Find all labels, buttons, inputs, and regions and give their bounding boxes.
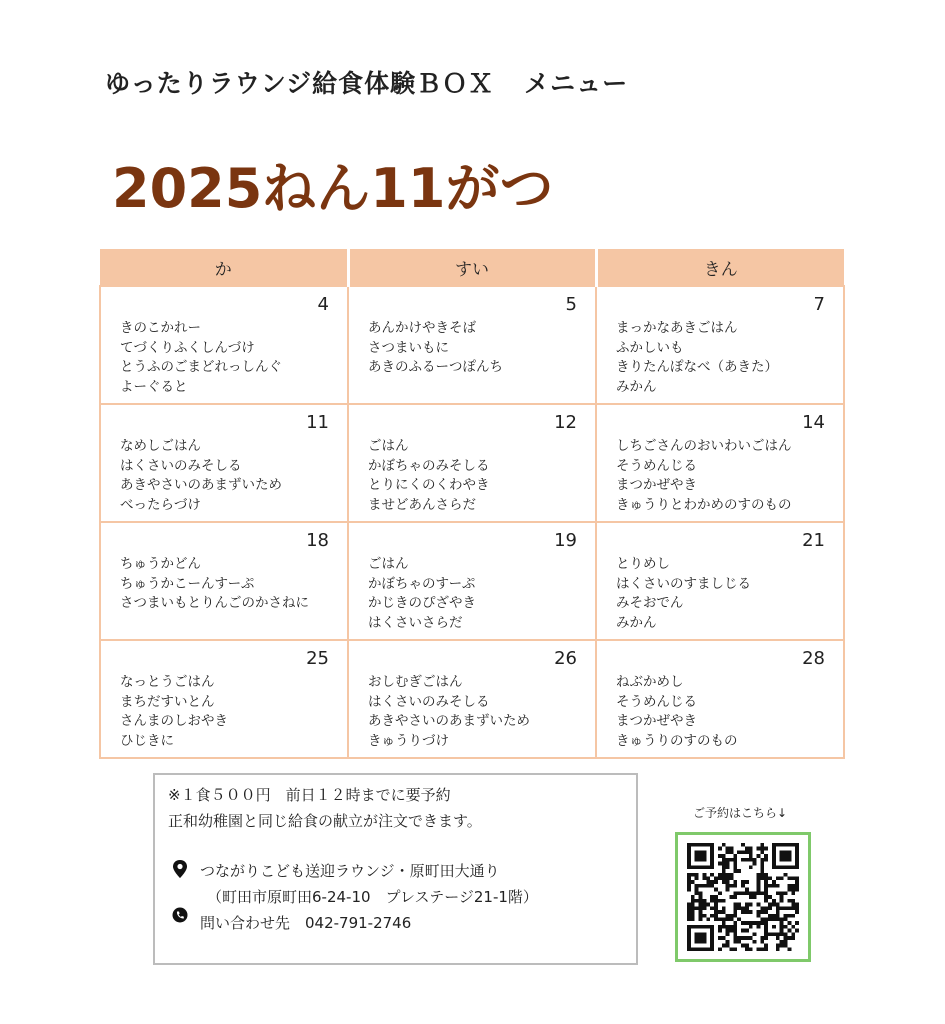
weekday-header-row [100,249,844,286]
calendar-week-row [100,640,844,758]
menu-item: よーぐると [120,379,188,396]
menu-subtitle [105,64,628,100]
phone-icon [172,907,188,925]
menu-day-cell [100,286,348,404]
day-number: 28 [802,648,825,669]
menu-day-cell [596,404,844,522]
qr-code-icon [687,843,799,951]
menu-day-cell [348,640,596,758]
menu-item: あきやさいのあまずいため [120,477,282,494]
subtitle-main: ゆったりラウンジ給食体験ＢＯＸ [105,69,495,98]
menu-item: ふかしいも [616,339,684,356]
menu-day-cell [348,286,596,404]
day-number: 7 [813,294,825,315]
menu-day-cell [100,404,348,522]
menu-item: しちごさんのおいわいごはん [616,438,792,454]
menu-day-cell [100,522,348,640]
menu-item: とうふのごまどれっしんぐ [120,359,282,376]
menu-item: みそおでん [616,595,684,612]
menu-item: まつかぜやき [616,477,697,494]
menu-item: ごはん [368,556,409,572]
menu-item: みかん [616,615,657,632]
day-number: 26 [554,648,577,669]
menu-item: なっとうごはん [120,674,215,690]
menu-day-cell [596,640,844,758]
menu-item: あんかけやきそば [368,320,476,336]
menu-day-cell [596,522,844,640]
menu-day-cell [348,404,596,522]
weekday-header-wed: すい [348,249,596,286]
menu-item: ひじきに [120,733,174,750]
menu-item: ごはん [368,438,409,454]
day-number: 21 [802,530,825,551]
calendar-week-row [100,522,844,640]
menu-item: ちゅうかどん [120,556,201,572]
menu-item: きのこかれー [120,320,201,336]
menu-item: さつまいもとりんごのかさねに [120,595,309,612]
menu-note: 正和幼稚園と同じ給食の献立が注文できます。 [168,812,482,830]
menu-item: かぼちゃのすーぷ [368,575,476,592]
menu-item: きゅうりとわかめのすのもの [616,497,792,514]
menu-item: みかん [616,379,657,396]
day-number: 25 [306,648,329,669]
menu-item: まつかぜやき [616,713,697,730]
menu-calendar-table [99,249,845,759]
location-name: つながりこども送迎ラウンジ・原町田大通り [200,862,500,880]
menu-item: まっかなあきごはん [616,320,738,336]
menu-item: はくさいさらだ [368,615,463,632]
address: （町田市原町田6-24-10 プレステージ21-1階） [207,888,538,906]
price-note: ※１食５００円 前日１２時までに要予約 [168,786,451,804]
menu-item: さつまいもに [368,339,449,356]
calendar-week-row [100,404,844,522]
menu-item: てづくりふくしんづけ [120,339,255,356]
month-title: 2025ねん11がつ [112,157,554,220]
day-number: 19 [554,530,577,551]
menu-item: きゅうりのすのもの [616,733,738,750]
subtitle-menu: メニュー [524,69,629,98]
menu-item: まちだすいとん [120,693,215,710]
menu-item: あきやさいのあまずいため [368,713,530,730]
menu-day-cell [596,286,844,404]
menu-item: そうめんじる [616,693,697,710]
weekday-header-tue: か [100,249,348,286]
menu-item: おしむぎごはん [368,674,463,690]
day-number: 5 [565,294,577,315]
calendar-week-row [100,286,844,404]
day-number: 4 [317,294,329,315]
day-number: 12 [554,412,577,433]
reservation-caption: ご予約はこちら↓ [693,806,788,820]
menu-item: ませどあんさらだ [368,497,476,514]
day-number: 11 [306,412,329,433]
location-pin-icon [172,860,188,878]
calendar-body [100,286,844,758]
menu-item: きりたんぽなべ（あきた） [616,359,778,376]
reservation-qr-code[interactable] [675,832,811,962]
day-number: 18 [306,530,329,551]
day-number: 14 [802,412,825,433]
info-box [153,773,638,965]
menu-item: とりにくのくわやき [368,477,490,494]
contact-phone: 問い合わせ先 042-791-2746 [200,914,412,932]
weekday-header-fri: きん [596,249,844,286]
menu-item: はくさいのすましじる [616,575,751,592]
menu-item: きゅうりづけ [368,733,449,750]
menu-item: ねぶかめし [616,674,684,690]
menu-item: かぼちゃのみそしる [368,457,490,474]
menu-item: とりめし [616,556,670,572]
menu-item: かじきのぴざやき [368,595,476,612]
menu-day-cell [348,522,596,640]
menu-item: べったらづけ [120,497,201,514]
menu-item: さんまのしおやき [120,713,228,730]
menu-item: そうめんじる [616,457,697,474]
menu-item: はくさいのみそしる [368,693,490,710]
menu-item: なめしごはん [120,438,201,454]
menu-item: はくさいのみそしる [120,457,242,474]
menu-item: ちゅうかこーんすーぷ [120,575,255,592]
menu-item: あきのふるーつぽんち [368,359,503,376]
menu-day-cell [100,640,348,758]
